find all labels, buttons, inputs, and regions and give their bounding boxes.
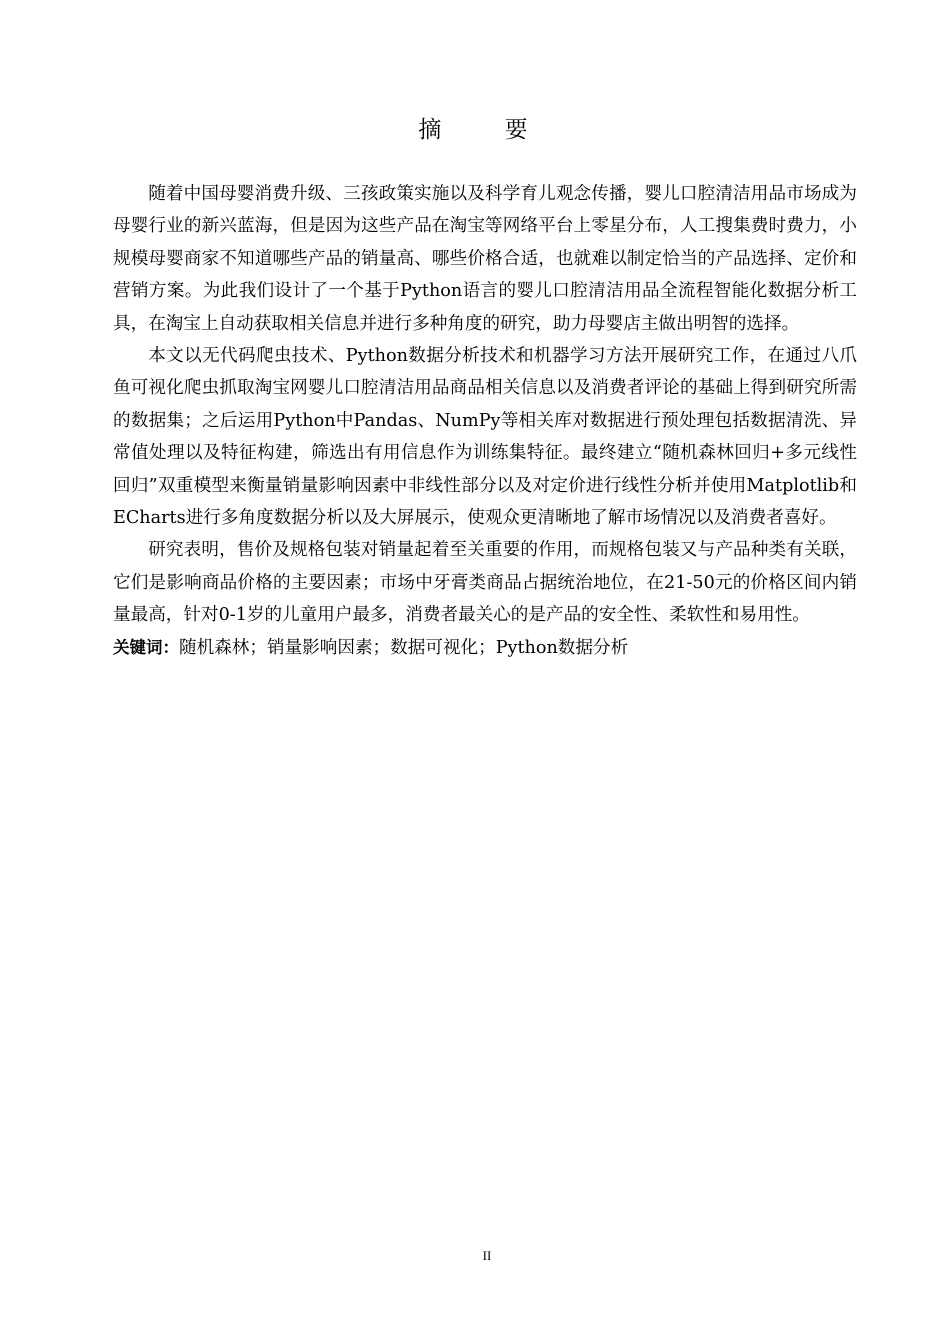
keywords-text: 随机森林；销量影响因素；数据可视化；Python数据分析 <box>179 637 629 658</box>
abstract-paragraph-1: 随着中国母婴消费升级、三孩政策实施以及科学育儿观念传播，婴儿口腔清洁用品市场成为母婴行业的新兴蓝海，但是因为这些产品在淘宝等网络平台上零星分布，人工搜集费时费力，小规模母婴商家不知道哪些产品的销量高、哪些价格合适，也就难以制定恰当的产品选择、定价和营销方案。为此我们设计了一个基于Python语言的婴儿口腔清洁用品全流程智能化数据分析工具，在淘宝上自动获取相关信息并进行多种角度的研究，助力母婴店主做出明智的选择。 <box>113 184 857 334</box>
abstract-paragraph-3: 研究表明，售价及规格包装对销量起着至关重要的作用，而规格包装又与产品种类有关联，它们是影响商品价格的主要因素；市场中牙膏类商品占据统治地位，在21-50元的价格区间内销量最高，针对0-1岁的儿童用户最多，消费者最关心的是产品的安全性、柔软性和易用性。 <box>113 540 857 626</box>
abstract-paragraph-2: 本文以无代码爬虫技术、Python数据分析技术和机器学习方法开展研究工作，在通过八爪鱼可视化爬虫抓取淘宝网婴儿口腔清洁用品商品相关信息以及消费者评论的基础上得到研究所需的数据集；之后运用Python中Pandas、NumPy等相关库对数据进行预处理包括数据清洗、异常值处理以及特征构建，筛选出有用信息作为训练集特征。最终建立“随机森林回归+多元线性回归”双重模型来衡量销量影响因素中非线性部分以及对定价进行线性分析并使用Matplotlib和ECharts进行多角度数据分析以及大屏展示，使观众更清晰地了解市场情况以及消费者喜好。 <box>113 346 857 529</box>
abstract-body <box>113 178 857 664</box>
keywords-label: 关键词： <box>113 637 179 657</box>
page-title: 摘 要 <box>418 117 556 143</box>
keywords-line <box>113 632 857 664</box>
page-number: II <box>482 1248 492 1263</box>
